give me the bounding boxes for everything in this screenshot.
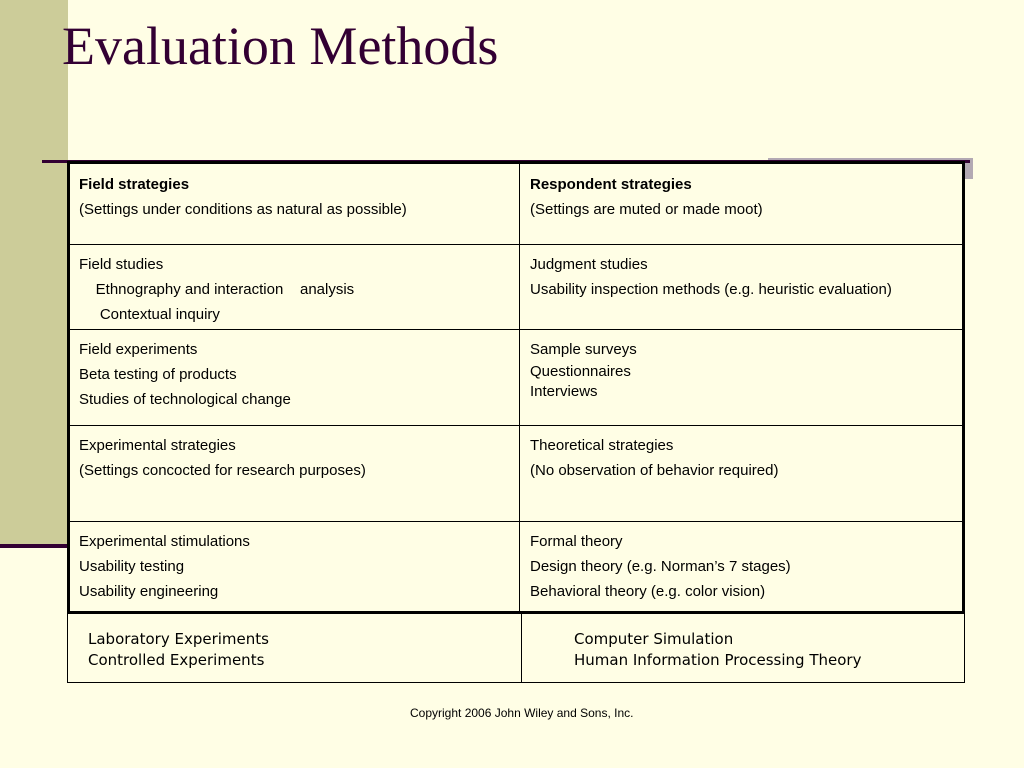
footer-text: Laboratory Experiments bbox=[88, 630, 269, 648]
table-cell-experimental-stimulations bbox=[70, 521, 519, 611]
footer-cell-laboratory bbox=[68, 614, 521, 682]
cell-text: Usability engineering bbox=[79, 583, 219, 600]
table-row bbox=[70, 164, 962, 245]
table-row bbox=[70, 244, 962, 330]
footer-text: Controlled Experiments bbox=[88, 651, 265, 669]
cell-text: Experimental stimulations bbox=[79, 533, 250, 550]
cell-text: Field experiments bbox=[79, 341, 198, 358]
table-cell-field-studies bbox=[70, 244, 519, 329]
cell-text: Sample surveys bbox=[530, 341, 637, 358]
cell-text: Interviews bbox=[530, 383, 598, 400]
settings-footer-table bbox=[67, 614, 965, 683]
table-row bbox=[70, 425, 962, 522]
table-cell-respondent-strategies bbox=[519, 164, 962, 244]
cell-text: (Settings are muted or made moot) bbox=[530, 201, 763, 218]
footer-text: Computer Simulation bbox=[574, 630, 734, 648]
cell-text: Behavioral theory (e.g. color vision) bbox=[530, 583, 766, 600]
copyright-notice: Copyright 2006 John Wiley and Sons, Inc. bbox=[410, 706, 634, 720]
cell-text: (Settings concocted for research purposes) bbox=[79, 462, 366, 479]
cell-text: Usability inspection methods (e.g. heuristic evaluation) bbox=[530, 281, 892, 298]
footer-cell-simulation bbox=[521, 614, 964, 682]
cell-text: Ethnography and interaction analysis bbox=[79, 281, 355, 298]
cell-text: Experimental strategies bbox=[79, 437, 236, 454]
table-cell-formal-theory bbox=[519, 521, 962, 611]
cell-text: Field studies bbox=[79, 256, 164, 273]
table-cell-experimental-strategies bbox=[70, 425, 519, 521]
table-cell-sample-surveys bbox=[519, 329, 962, 425]
cell-text: Questionnaires bbox=[530, 363, 631, 380]
cell-heading: Field strategies bbox=[79, 176, 190, 193]
cell-text: (No observation of behavior required) bbox=[530, 462, 779, 479]
cell-text: Theoretical strategies bbox=[530, 437, 674, 454]
table-row bbox=[70, 521, 962, 611]
cell-heading: Respondent strategies bbox=[530, 176, 692, 193]
strategies-table bbox=[67, 161, 965, 614]
cell-text: Judgment studies bbox=[530, 256, 648, 273]
left-bottom-rule bbox=[0, 544, 68, 548]
cell-text: Contextual inquiry bbox=[79, 306, 220, 323]
cell-text: Formal theory bbox=[530, 533, 623, 550]
left-decorative-band bbox=[0, 0, 68, 548]
cell-text: Beta testing of products bbox=[79, 366, 237, 383]
table-cell-field-strategies bbox=[70, 164, 519, 244]
cell-text: (Settings under conditions as natural as possible) bbox=[79, 201, 407, 218]
table-row bbox=[70, 329, 962, 426]
table-cell-field-experiments bbox=[70, 329, 519, 425]
table-cell-theoretical-strategies bbox=[519, 425, 962, 521]
cell-text: Studies of technological change bbox=[79, 391, 291, 408]
slide-title: Evaluation Methods bbox=[62, 16, 499, 76]
footer-text: Human Information Processing Theory bbox=[574, 651, 862, 669]
cell-text: Design theory (e.g. Norman’s 7 stages) bbox=[530, 558, 791, 575]
cell-text: Usability testing bbox=[79, 558, 185, 575]
table-cell-judgment-studies bbox=[519, 244, 962, 329]
